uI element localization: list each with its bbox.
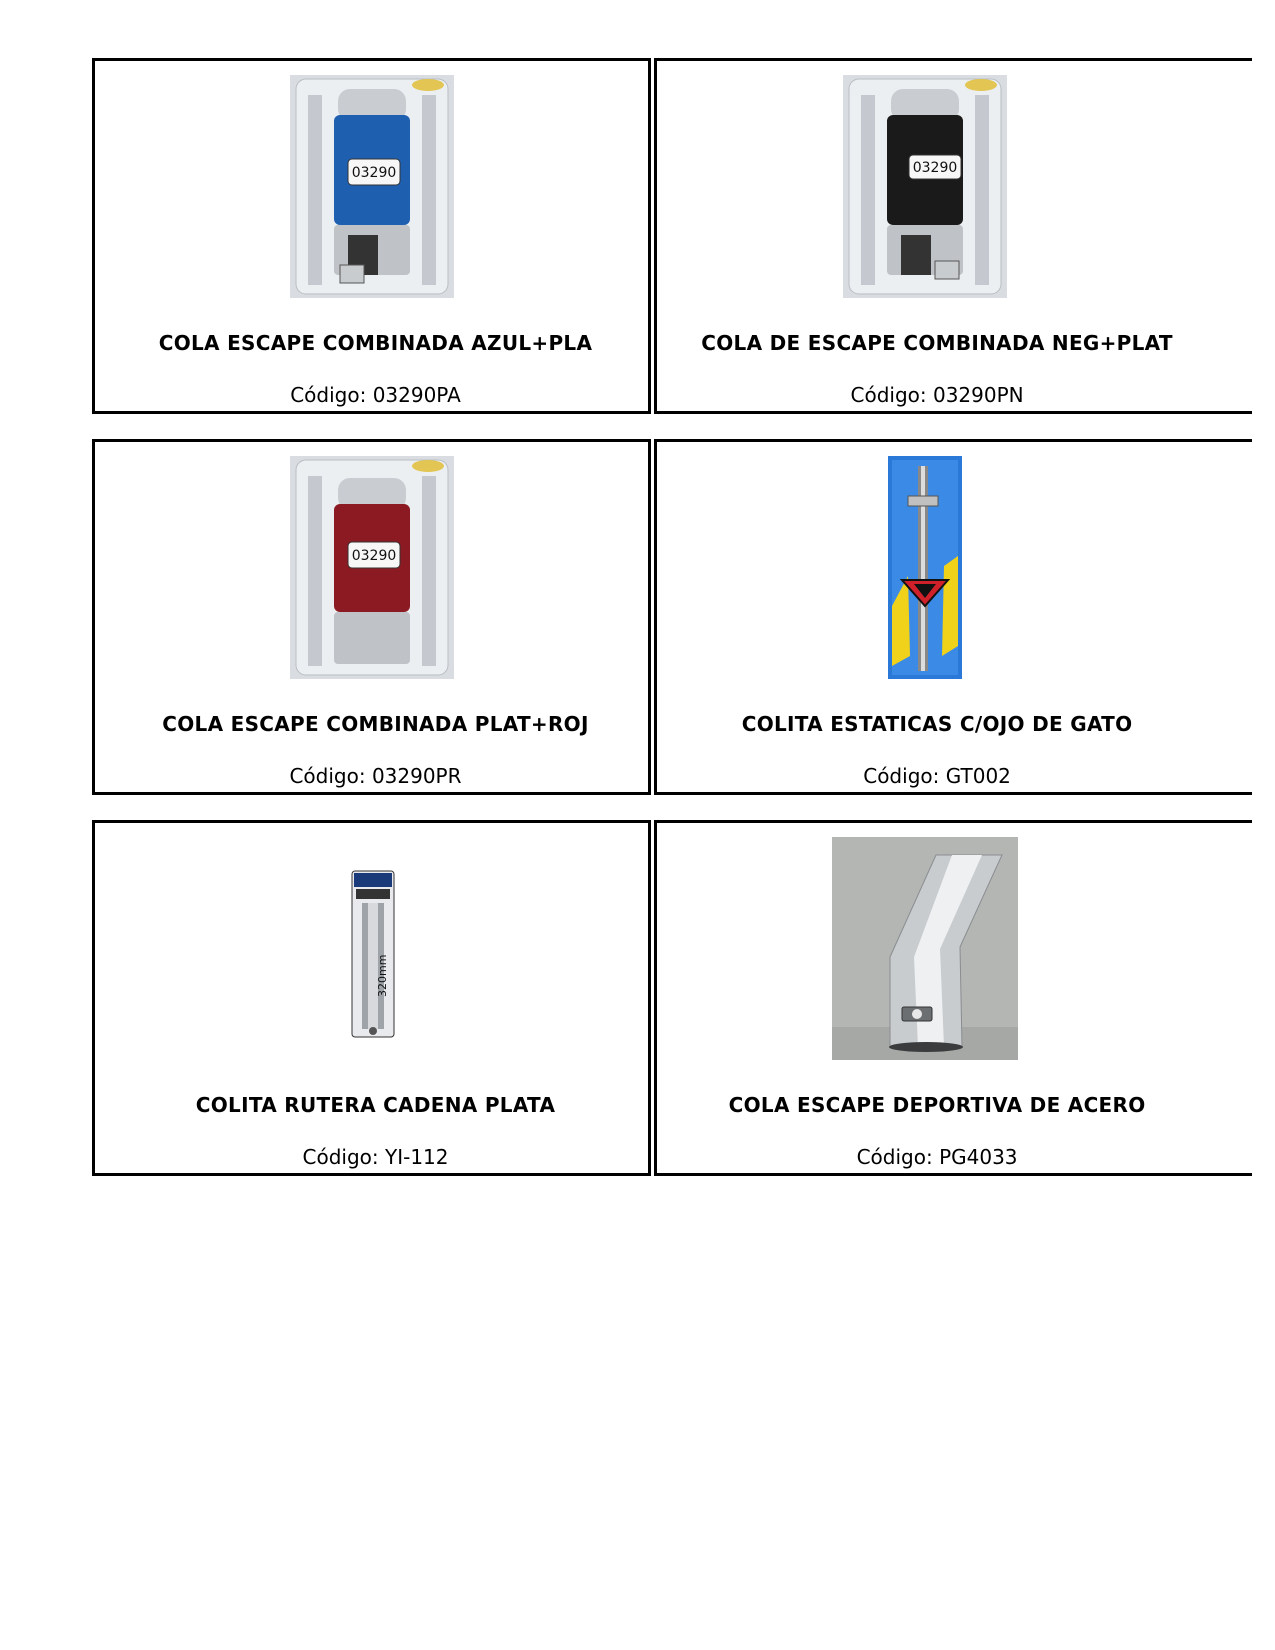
product-code (95, 1145, 656, 1169)
code-value: YI-112 (384, 1145, 449, 1169)
strap-length-label: 320mm (375, 954, 389, 997)
product-card[interactable] (92, 820, 651, 1176)
product-card[interactable] (654, 58, 1252, 414)
product-title: COLA DE ESCAPE COMBINADA NEG+PLAT (701, 331, 1173, 355)
product-code (657, 764, 1217, 788)
product-code (657, 1145, 1217, 1169)
static-strap-reflector-image (888, 450, 962, 685)
code-label: Código: (289, 764, 366, 788)
code-label: Código: (302, 1145, 379, 1169)
product-card[interactable] (92, 439, 651, 795)
code-label: Código: (850, 383, 927, 407)
product-card[interactable] (654, 439, 1252, 795)
steel-sport-exhaust-tip-image (832, 831, 1018, 1066)
product-code (95, 764, 656, 788)
product-code (95, 383, 656, 407)
product-card[interactable] (654, 820, 1252, 1176)
product-row-2 (92, 439, 1252, 799)
sticker-label: 03290 (912, 160, 958, 176)
code-value: GT002 (945, 764, 1011, 788)
product-title: COLITA RUTERA CADENA PLATA (195, 1093, 556, 1117)
product-title: COLA ESCAPE DEPORTIVA DE ACERO (728, 1093, 1146, 1117)
silver-chain-strap-image (302, 831, 442, 1066)
red-exhaust-tip-image (290, 450, 454, 685)
product-title: COLA ESCAPE COMBINADA AZUL+PLA (158, 331, 593, 355)
sticker-label: 03290 (351, 165, 396, 181)
code-label: Código: (863, 764, 940, 788)
blue-exhaust-tip-image (290, 69, 454, 304)
code-value: PG4033 (939, 1145, 1018, 1169)
product-card[interactable] (92, 58, 651, 414)
product-code (657, 383, 1217, 407)
code-value: 03290PN (932, 383, 1024, 407)
black-exhaust-tip-image (843, 69, 1007, 304)
product-row-1 (92, 58, 1252, 418)
code-label: Código: (290, 383, 367, 407)
product-title: COLA ESCAPE COMBINADA PLAT+ROJ (162, 712, 589, 736)
product-title: COLITA ESTATICAS C/OJO DE GATO (741, 712, 1133, 736)
sticker-label: 03290 (351, 548, 396, 564)
code-value: 03290PR (371, 764, 462, 788)
product-row-3 (92, 820, 1252, 1180)
code-value: 03290PA (372, 383, 461, 407)
code-label: Código: (856, 1145, 933, 1169)
